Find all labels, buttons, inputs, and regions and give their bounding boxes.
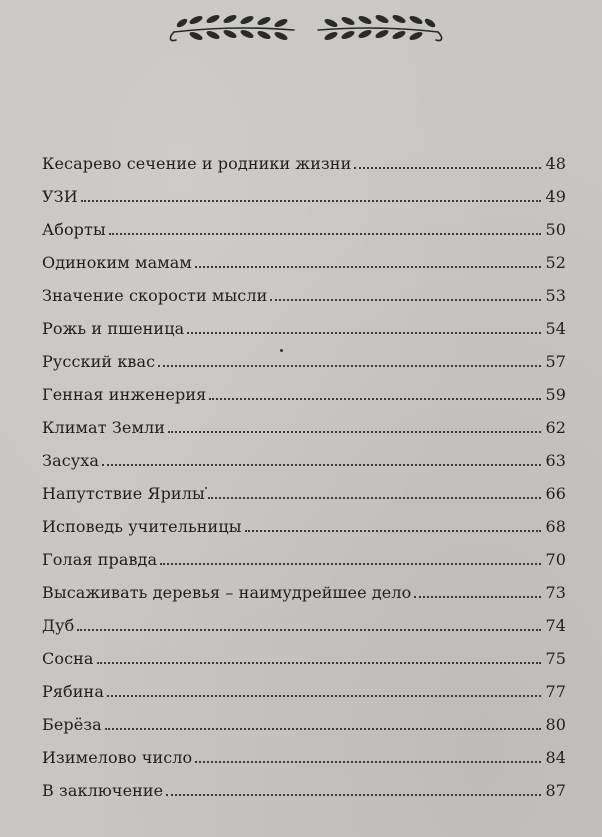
toc-dot-leader xyxy=(354,167,541,169)
toc-dot-leader xyxy=(414,596,541,598)
toc-dot-leader xyxy=(168,431,541,433)
toc-entry-page: 68 xyxy=(545,517,566,536)
toc-entry-title: Засуха xyxy=(42,451,100,470)
toc-dot-leader xyxy=(209,398,541,400)
toc-entry-title: Русский квас xyxy=(42,352,156,371)
toc-entry[interactable] xyxy=(42,701,566,734)
toc-entry-page: 74 xyxy=(545,616,566,635)
toc-dot-leader xyxy=(160,563,541,565)
toc-entry-title: Аборты xyxy=(42,220,106,239)
toc-entry-title: Кесарево сечение и родники жизни xyxy=(42,154,352,173)
toc-dot-leader xyxy=(166,794,541,796)
toc-dot-leader xyxy=(77,629,541,631)
laurel-branches-icon xyxy=(156,8,456,50)
toc-entry[interactable] xyxy=(42,404,566,437)
toc-entry-page: 63 xyxy=(545,451,566,470)
toc-entry-page: 59 xyxy=(545,385,566,404)
toc-dot-leader xyxy=(195,761,541,763)
toc-entry-page: 53 xyxy=(545,286,566,305)
toc-entry[interactable] xyxy=(42,338,566,371)
print-speck xyxy=(205,487,207,489)
toc-entry[interactable] xyxy=(42,503,566,536)
toc-entry-title: УЗИ xyxy=(42,187,78,206)
toc-entry-title: Рожь и пшеница xyxy=(42,319,185,338)
toc-entry[interactable] xyxy=(42,767,566,800)
toc-entry[interactable] xyxy=(42,371,566,404)
toc-entry-title: Напутствие Ярилы xyxy=(42,484,205,503)
toc-entry-title: Исповедь учительницы xyxy=(42,517,242,536)
toc-entry-page: 66 xyxy=(545,484,566,503)
toc-entry-title: В заключение xyxy=(42,781,164,800)
toc-entry-page: 54 xyxy=(545,319,566,338)
toc-entry[interactable] xyxy=(42,437,566,470)
toc-entry-title: Дуб xyxy=(42,616,75,635)
toc-entry-page: 52 xyxy=(545,253,566,272)
toc-dot-leader xyxy=(208,497,542,499)
table-of-contents xyxy=(42,140,566,800)
toc-entry[interactable] xyxy=(42,470,566,503)
toc-entry[interactable] xyxy=(42,602,566,635)
toc-entry-page: 70 xyxy=(545,550,566,569)
toc-entry-page: 75 xyxy=(545,649,566,668)
toc-entry[interactable] xyxy=(42,569,566,602)
toc-entry-title: Сосна xyxy=(42,649,94,668)
toc-entry[interactable] xyxy=(42,239,566,272)
toc-dot-leader xyxy=(102,464,541,466)
toc-dot-leader xyxy=(105,728,542,730)
toc-entry-page: 87 xyxy=(545,781,566,800)
toc-entry[interactable] xyxy=(42,734,566,767)
toc-dot-leader xyxy=(97,662,542,664)
toc-entry-page: 49 xyxy=(545,187,566,206)
toc-entry-page: 57 xyxy=(545,352,566,371)
toc-entry-page: 80 xyxy=(545,715,566,734)
toc-entry[interactable] xyxy=(42,206,566,239)
toc-entry-title: Высаживать деревья – наимудрейшее дело xyxy=(42,583,412,602)
toc-entry-page: 73 xyxy=(545,583,566,602)
toc-entry[interactable] xyxy=(42,536,566,569)
toc-entry-title: Климат Земли xyxy=(42,418,166,437)
toc-entry-title: Одиноким мамам xyxy=(42,253,192,272)
toc-dot-leader xyxy=(107,695,541,697)
toc-entry[interactable] xyxy=(42,635,566,668)
toc-entry[interactable] xyxy=(42,140,566,173)
toc-dot-leader xyxy=(81,200,542,202)
toc-dot-leader xyxy=(158,365,541,367)
toc-dot-leader xyxy=(195,266,541,268)
toc-entry-title: Генная инженерия xyxy=(42,385,207,404)
toc-entry-title: Изимелово число xyxy=(42,748,193,767)
print-speck xyxy=(280,349,283,352)
toc-entry-page: 50 xyxy=(545,220,566,239)
toc-entry-title: Значение скорости мысли xyxy=(42,286,268,305)
toc-entry[interactable] xyxy=(42,305,566,338)
toc-dot-leader xyxy=(109,233,542,235)
toc-entry-title: Голая правда xyxy=(42,550,158,569)
toc-dot-leader xyxy=(270,299,541,301)
toc-dot-leader xyxy=(245,530,542,532)
toc-entry-title: Берёза xyxy=(42,715,102,734)
toc-entry-page: 84 xyxy=(545,748,566,767)
toc-entry[interactable] xyxy=(42,173,566,206)
toc-entry-page: 77 xyxy=(545,682,566,701)
toc-entry[interactable] xyxy=(42,272,566,305)
toc-entry-page: 62 xyxy=(545,418,566,437)
toc-entry-page: 48 xyxy=(545,154,566,173)
toc-entry-title: Рябина xyxy=(42,682,104,701)
toc-dot-leader xyxy=(187,332,541,334)
toc-entry[interactable] xyxy=(42,668,566,701)
